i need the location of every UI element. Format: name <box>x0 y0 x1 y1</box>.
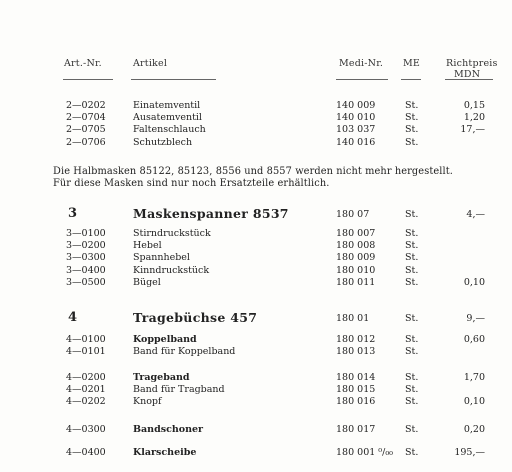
part-price: 0,10 <box>463 396 485 408</box>
part-row <box>0 112 512 124</box>
part-unit: St. <box>405 228 419 239</box>
part-medi-nr: 103 037 <box>336 124 376 136</box>
part-unit: St. <box>405 264 419 276</box>
part-unit: St. <box>405 384 419 396</box>
header-art-nr: Art.-Nr. <box>64 58 102 69</box>
note-line-2: Für diese Masken sind nur noch Ersatzteile erhältlich. <box>53 178 330 189</box>
part-unit: St. <box>405 346 419 358</box>
part-name: Bandschoner <box>133 424 204 435</box>
part-row <box>0 265 512 277</box>
part-price: 0,60 <box>463 334 485 345</box>
part-art-nr: 3—0300 <box>66 252 106 264</box>
part-row <box>0 346 512 358</box>
part-row <box>0 384 512 396</box>
part-row <box>0 124 512 136</box>
part-unit: St. <box>405 396 419 408</box>
section-4-title: Tragebüchse 457 <box>133 310 258 325</box>
part-price: 17,— <box>460 124 485 136</box>
part-art-nr: 4—0300 <box>66 424 106 435</box>
part-row <box>0 137 512 149</box>
part-name: Ausatemventil <box>133 112 202 124</box>
section-4-price: 9,— <box>466 313 485 324</box>
part-medi-nr: 180 015 <box>336 384 376 396</box>
header-richtpreis: Richtpreis <box>446 58 498 69</box>
part-medi-nr: 180 009 <box>336 252 376 264</box>
part-row <box>0 277 512 289</box>
header-rule-art <box>63 79 113 80</box>
part-art-nr: 2—0704 <box>66 112 106 124</box>
section-4-medi: 180 01 <box>336 313 370 324</box>
section-3-me: St. <box>405 209 419 220</box>
part-medi-nr: 180 010 <box>336 264 376 276</box>
part-medi-nr: 180 014 <box>336 372 376 383</box>
part-unit: St. <box>405 100 419 111</box>
part-name: Klarscheibe <box>133 447 197 458</box>
part-medi-nr: 140 016 <box>336 136 376 148</box>
section-3-medi: 180 07 <box>336 209 370 220</box>
part-name: Stirndruckstück <box>133 228 211 239</box>
part-price: 0,15 <box>463 100 485 111</box>
part-unit: St. <box>405 334 419 345</box>
part-name: Faltenschlauch <box>133 124 206 136</box>
part-medi-nr: 180 008 <box>336 240 376 252</box>
part-unit: St. <box>405 276 419 288</box>
part-name: Einatemventil <box>133 100 201 111</box>
part-medi-nr: 140 010 <box>336 112 376 124</box>
part-name: Schutzblech <box>133 136 193 148</box>
part-row <box>0 396 512 408</box>
part-unit: St. <box>405 240 419 252</box>
part-row <box>0 100 512 112</box>
part-name: Hebel <box>133 240 162 252</box>
section-3-number: 3 <box>68 206 78 221</box>
part-price: 0,20 <box>463 424 485 435</box>
part-row <box>0 228 512 240</box>
part-name: Knopf <box>133 396 162 408</box>
section-4-row <box>0 310 512 326</box>
part-row <box>0 240 512 252</box>
header-me: ME <box>403 58 421 69</box>
part-medi-nr: 140 009 <box>336 100 376 111</box>
part-art-nr: 4—0400 <box>66 447 106 458</box>
part-name: Kinndruckstück <box>133 264 210 276</box>
part-name: Koppelband <box>133 334 197 345</box>
part-art-nr: 3—0400 <box>66 264 106 276</box>
part-art-nr: 4—0101 <box>66 346 106 358</box>
header-rule-medi <box>336 79 388 80</box>
part-art-nr: 2—0705 <box>66 124 106 136</box>
part-art-nr: 2—0706 <box>66 136 106 148</box>
part-art-nr: 3—0100 <box>66 228 106 239</box>
part-price: 195,— <box>454 447 485 458</box>
section-3-row <box>0 206 512 222</box>
part-art-nr: 4—0100 <box>66 334 106 345</box>
part-price: 1,70 <box>463 372 485 383</box>
part-row <box>0 424 512 436</box>
part-name: Trageband <box>133 372 190 383</box>
part-unit: St. <box>405 136 419 148</box>
header-medi-nr: Medi-Nr. <box>339 58 384 69</box>
note-line-1: Die Halbmasken 85122, 85123, 8556 und 8557 werden nicht mehr hergestellt. <box>53 166 453 177</box>
section-3-title: Maskenspanner 8537 <box>133 206 289 221</box>
part-medi-nr: 180 013 <box>336 346 376 358</box>
part-row <box>0 372 512 384</box>
header-rule-me <box>401 79 421 80</box>
part-row <box>0 252 512 264</box>
part-unit: St. <box>405 372 419 383</box>
part-price: 0,10 <box>463 276 485 288</box>
part-art-nr: 3—0200 <box>66 240 106 252</box>
part-unit: St. <box>405 124 419 136</box>
part-name: Band für Koppelband <box>133 346 236 358</box>
part-art-nr: 4—0200 <box>66 372 106 383</box>
part-name: Spannhebel <box>133 252 190 264</box>
part-medi-nr: 180 017 <box>336 424 376 435</box>
part-medi-nr: 180 007 <box>336 228 376 239</box>
part-unit: St. <box>405 112 419 124</box>
part-name: Band für Tragband <box>133 384 225 396</box>
part-price: 1,20 <box>463 112 485 124</box>
part-unit: St. <box>405 447 419 458</box>
header-rule-artikel <box>131 79 216 80</box>
part-art-nr: 2—0202 <box>66 100 106 111</box>
part-art-nr: 3—0500 <box>66 276 106 288</box>
part-row <box>0 334 512 346</box>
section-3-price: 4,— <box>466 209 485 220</box>
part-art-nr: 4—0202 <box>66 396 106 408</box>
section-4-me: St. <box>405 313 419 324</box>
part-art-nr: 4—0201 <box>66 384 106 396</box>
header-mdn: MDN <box>454 69 481 80</box>
part-medi-nr: 180 016 <box>336 396 376 408</box>
part-medi-nr: 180 012 <box>336 334 376 345</box>
part-medi-nr: 180 011 <box>336 276 376 288</box>
part-unit: St. <box>405 252 419 264</box>
part-medi-nr: 180 001 ⁰/₀₀ <box>336 447 393 458</box>
part-unit: St. <box>405 424 419 435</box>
section-4-number: 4 <box>68 310 78 325</box>
header-rule-price <box>445 79 493 80</box>
part-name: Bügel <box>133 276 161 288</box>
part-row <box>0 447 512 459</box>
header-artikel: Artikel <box>133 58 168 69</box>
